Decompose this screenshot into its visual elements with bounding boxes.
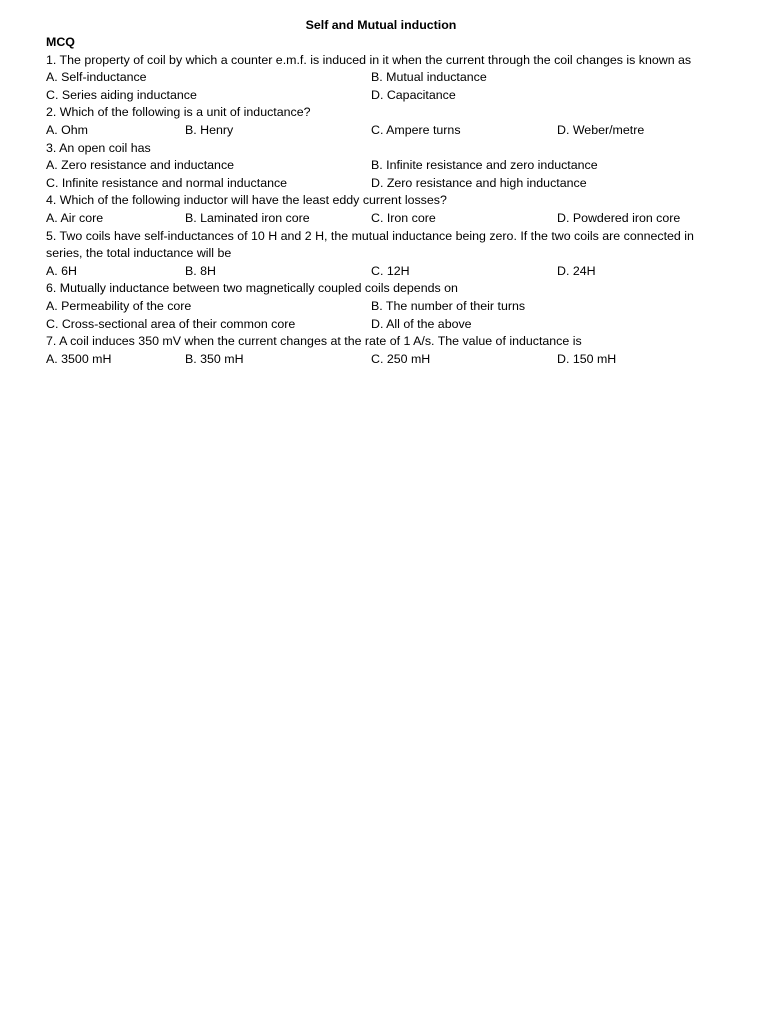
- option-d: D. All of the above: [371, 316, 472, 331]
- option-b: B. Laminated iron core: [185, 210, 310, 225]
- option-c: C. Infinite resistance and normal inductance: [46, 175, 288, 190]
- option-a: A. Air core: [46, 210, 104, 225]
- question-6: 6. Mutually inductance between two magnetically coupled coils depends on: [46, 281, 458, 296]
- options-row: [46, 263, 726, 281]
- option-d: D. Weber/metre: [557, 122, 645, 137]
- option-a: A. Self-inductance: [46, 70, 147, 85]
- option-a: A. 6H: [46, 263, 77, 278]
- option-d: D. Powdered iron core: [557, 210, 681, 225]
- option-a: A. Zero resistance and inductance: [46, 158, 235, 173]
- option-c: C. Ampere turns: [371, 122, 461, 137]
- question-7: 7. A coil induces 350 mV when the current changes at the rate of 1 A/s. The value of inductance is: [46, 334, 582, 349]
- option-c: C. Iron core: [371, 210, 436, 225]
- options-row: [46, 69, 726, 87]
- option-d: D. Capacitance: [371, 87, 456, 102]
- option-c: C. 12H: [371, 263, 410, 278]
- question-2: 2. Which of the following is a unit of inductance?: [46, 105, 311, 120]
- options-row: [46, 316, 726, 334]
- section-heading: MCQ: [46, 35, 75, 49]
- document-title: Self and Mutual induction: [305, 18, 457, 32]
- option-c: C. Cross-sectional area of their common core: [46, 316, 296, 331]
- question-4: 4. Which of the following inductor will have the least eddy current losses?: [46, 193, 447, 208]
- question-5: 5. Two coils have self-inductances of 10 H and 2 H, the mutual inductance being zero. If the two coils are connected in series, the total inductance will be: [46, 228, 694, 261]
- option-c: C. Series aiding inductance: [46, 87, 197, 102]
- option-a: A. Permeability of the core: [46, 298, 192, 313]
- document-page: [46, 16, 726, 368]
- option-b: B. Infinite resistance and zero inductance: [371, 158, 598, 173]
- option-a: A. 3500 mH: [46, 351, 112, 366]
- option-b: B. 350 mH: [185, 351, 244, 366]
- option-a: A. Ohm: [46, 122, 88, 137]
- options-row: [46, 175, 726, 193]
- option-d: D. 24H: [557, 263, 596, 278]
- options-row: [46, 122, 726, 140]
- options-row: [46, 298, 726, 316]
- options-row: [46, 351, 726, 369]
- option-b: B. 8H: [185, 263, 216, 278]
- options-row: [46, 210, 726, 228]
- option-d: D. Zero resistance and high inductance: [371, 175, 587, 190]
- option-b: B. Henry: [185, 122, 234, 137]
- question-3: 3. An open coil has: [46, 140, 151, 155]
- option-d: D. 150 mH: [557, 351, 617, 366]
- option-c: C. 250 mH: [371, 351, 431, 366]
- options-row: [46, 157, 726, 175]
- option-b: B. Mutual inductance: [371, 70, 487, 85]
- options-row: [46, 87, 726, 105]
- option-b: B. The number of their turns: [371, 298, 526, 313]
- question-1: 1. The property of coil by which a counter e.m.f. is induced in it when the current through the coil changes is known as: [46, 52, 692, 67]
